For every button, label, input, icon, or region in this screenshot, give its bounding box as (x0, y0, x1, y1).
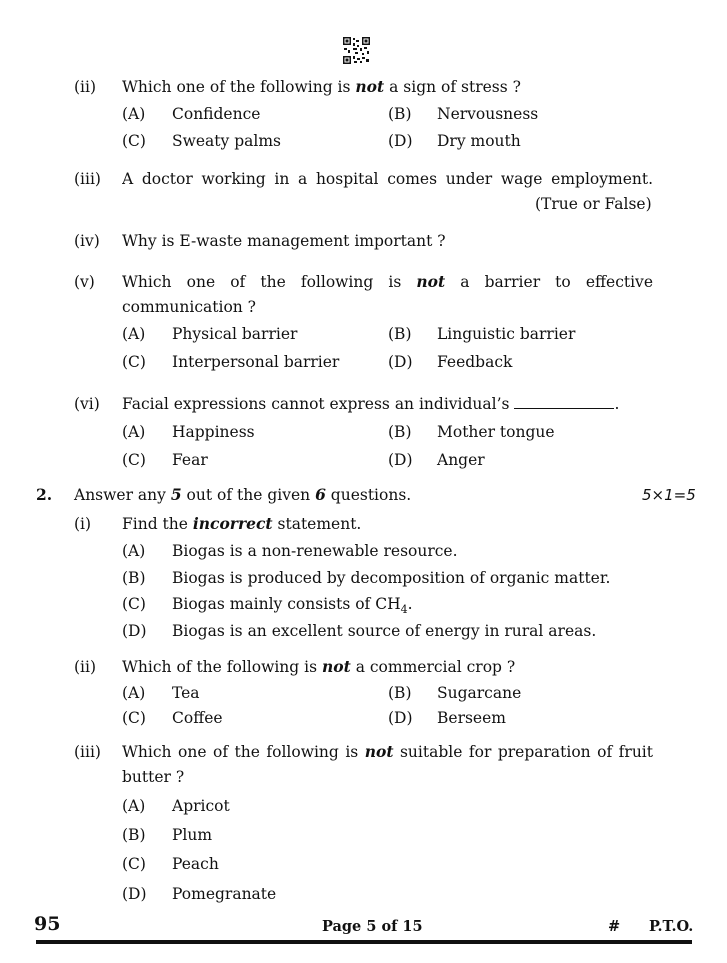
question-number: (iii) (74, 170, 101, 188)
question-suffix: (True or False) (535, 195, 652, 213)
option-label: (B) (388, 105, 412, 123)
option-text: Berseem (437, 709, 506, 727)
option-label: (A) (122, 423, 146, 441)
question-number: (i) (74, 515, 92, 533)
qr-code-icon (343, 37, 370, 64)
question-text: Which one of the following is not a sign of stress ? (122, 77, 521, 96)
option-label: (C) (122, 132, 146, 150)
option-label: (B) (122, 569, 146, 587)
option-label: (C) (122, 595, 146, 613)
option-label: (C) (122, 709, 146, 727)
option-label: (B) (388, 423, 412, 441)
option-label: (A) (122, 325, 146, 343)
option-text: Apricot (172, 797, 230, 815)
question-text: Facial expressions cannot express an individual’s . (122, 395, 620, 413)
option-text: Sweaty palms (172, 132, 281, 150)
question-text: Which one of the following is not a barrier to effective (122, 272, 653, 291)
option-text: Biogas is a non-renewable resource. (172, 542, 458, 560)
option-label: (A) (122, 542, 146, 560)
question-text: Find the incorrect statement. (122, 514, 362, 533)
question-text: Which one of the following is not suitable for preparation of fruit (122, 742, 653, 761)
question-number: (v) (74, 273, 95, 291)
option-label: (C) (122, 451, 146, 469)
question-number: 2. (36, 485, 53, 504)
option-text: Physical barrier (172, 325, 298, 343)
option-text: Plum (172, 826, 213, 844)
option-label: (B) (122, 826, 146, 844)
option-label: (C) (122, 353, 146, 371)
question-number: (ii) (74, 658, 97, 676)
question-text-continued: communication ? (122, 298, 256, 316)
option-label: (B) (388, 684, 412, 702)
option-label: (A) (122, 797, 146, 815)
footer-rule (36, 940, 692, 944)
option-text: Biogas is an excellent source of energy in rural areas. (172, 622, 597, 640)
option-text: Nervousness (437, 105, 539, 123)
question-text: Which of the following is not a commercial crop ? (122, 657, 516, 676)
option-text: Pomegranate (172, 885, 277, 903)
option-text: Fear (172, 451, 208, 469)
option-label: (A) (122, 105, 146, 123)
option-label: (B) (388, 325, 412, 343)
option-text: Anger (437, 451, 485, 469)
option-text: Happiness (172, 423, 255, 441)
paper-code: 95 (34, 913, 61, 935)
option-text: Tea (172, 684, 200, 702)
option-label: (A) (122, 684, 146, 702)
question-text: A doctor working in a hospital comes under wage employment. (122, 170, 653, 188)
question-text-continued: butter ? (122, 768, 185, 786)
question-text: Answer any 5 out of the given 6 questions. (74, 485, 412, 504)
page-number: Page 5 of 15 (322, 918, 423, 935)
question-number: (iii) (74, 743, 101, 761)
question-number: (ii) (74, 78, 97, 96)
question-text: Why is E-waste management important ? (122, 232, 446, 250)
option-text: Sugarcane (437, 684, 522, 702)
option-text: Linguistic barrier (437, 325, 576, 343)
hash-mark: # (608, 918, 621, 935)
option-label: (D) (122, 885, 147, 903)
answer-blank (514, 394, 614, 409)
question-number: (iv) (74, 232, 100, 250)
option-text: Mother tongue (437, 423, 555, 441)
pto-label: P.T.O. (649, 918, 694, 935)
option-text: Feedback (437, 353, 513, 371)
option-label: (D) (388, 451, 413, 469)
option-label: (D) (388, 132, 413, 150)
option-text: Biogas mainly consists of $CH_4$. (172, 595, 413, 617)
question-number: (vi) (74, 395, 100, 413)
option-label: (D) (122, 622, 147, 640)
marks-label: 5×1=5 (642, 486, 696, 504)
option-text: Biogas is produced by decomposition of organic matter. (172, 569, 611, 587)
option-label: (D) (388, 709, 413, 727)
option-label: (D) (388, 353, 413, 371)
option-text: Confidence (172, 105, 261, 123)
option-text: Interpersonal barrier (172, 353, 340, 371)
option-text: Dry mouth (437, 132, 521, 150)
option-text: Peach (172, 855, 219, 873)
option-label: (C) (122, 855, 146, 873)
option-text: Coffee (172, 709, 223, 727)
